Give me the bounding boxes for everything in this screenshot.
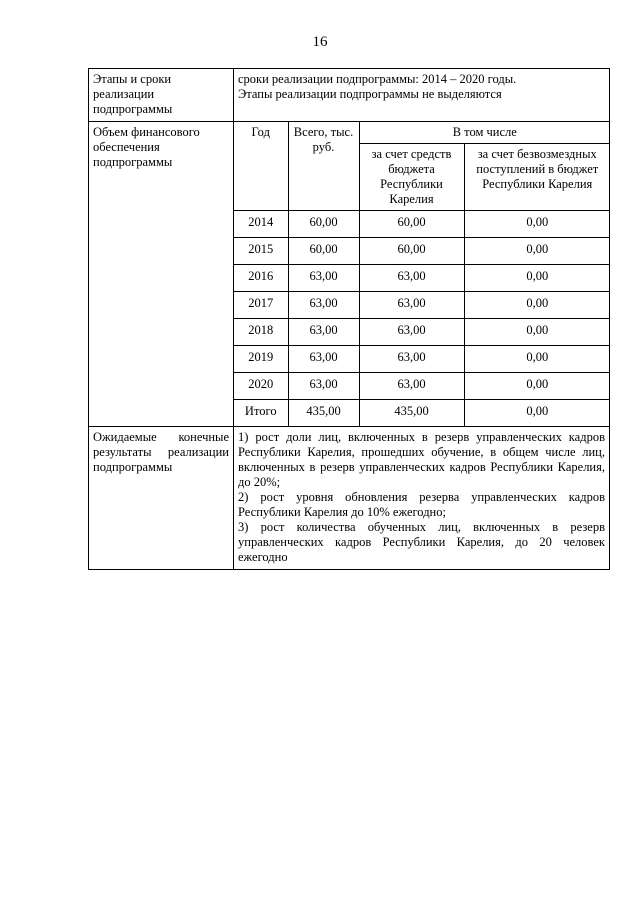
table-row <box>234 373 610 400</box>
cell-year: 2020 <box>234 373 288 400</box>
financing-content <box>234 122 610 427</box>
cell-year: 2016 <box>234 265 288 292</box>
page-number: 16 <box>312 34 328 50</box>
financing-label: Объем финансового обеспечения подпрограммы <box>89 122 234 427</box>
cell-total: 60,00 <box>288 211 359 238</box>
cell-grants: 0,00 <box>464 319 610 346</box>
stages-line-2: Этапы реализации подпрограммы не выделяются <box>238 87 502 101</box>
financing-row <box>89 122 610 427</box>
cell-year: 2018 <box>234 319 288 346</box>
result-item-2: 2) рост уровня обновления резерва управленческих кадров Республики Карелия до 10% ежегодно; <box>238 490 605 519</box>
result-item-3: 3) рост количества обученных лиц, включенных в резерв управленческих кадров Республики Карелия, до 20 человек ежегодно <box>238 520 605 564</box>
cell-year: 2014 <box>234 211 288 238</box>
cell-year: 2015 <box>234 238 288 265</box>
cell-grants: 0,00 <box>464 211 610 238</box>
table-row-total <box>234 400 610 427</box>
cell-budget: 63,00 <box>359 265 464 292</box>
cell-budget: 60,00 <box>359 238 464 265</box>
financing-header-row <box>234 122 610 144</box>
stages-label: Этапы и сроки реализации подпрограммы <box>89 69 234 122</box>
cell-total: 60,00 <box>288 238 359 265</box>
cell-budget: 63,00 <box>359 346 464 373</box>
table-row <box>234 211 610 238</box>
cell-budget: 63,00 <box>359 319 464 346</box>
stages-line-1: сроки реализации подпрограммы: 2014 – 2020 годы. <box>238 72 517 86</box>
table-row <box>234 292 610 319</box>
result-item-1: 1) рост доли лиц, включенных в резерв управленческих кадров Республики Карелия, прошедших обучение, в общем числе лиц, включенных в резерв управленческих кадров Республики Карелия, до 20%; <box>238 430 605 489</box>
cell-grants: 0,00 <box>464 346 610 373</box>
cell-total: 63,00 <box>288 292 359 319</box>
cell-total: 63,00 <box>288 319 359 346</box>
header-including: В том числе <box>359 122 610 144</box>
cell-budget: 63,00 <box>359 373 464 400</box>
cell-total: 63,00 <box>288 373 359 400</box>
table-row <box>234 346 610 373</box>
cell-grants: 0,00 <box>464 238 610 265</box>
results-content <box>234 427 610 570</box>
cell-budget: 435,00 <box>359 400 464 427</box>
stages-content <box>234 69 610 122</box>
cell-grants: 0,00 <box>464 373 610 400</box>
header-budget: за счет средств бюджета Республики Карелия <box>359 144 464 211</box>
cell-year: 2019 <box>234 346 288 373</box>
table-row <box>234 319 610 346</box>
cell-total: 63,00 <box>288 346 359 373</box>
header-year: Год <box>234 122 288 211</box>
table-row <box>234 265 610 292</box>
results-row <box>89 427 610 570</box>
cell-year: Итого <box>234 400 288 427</box>
results-label: Ожидаемые конечные результаты реализации подпрограммы <box>89 427 234 570</box>
header-total: Всего, тыс. руб. <box>288 122 359 211</box>
cell-grants: 0,00 <box>464 292 610 319</box>
cell-year: 2017 <box>234 292 288 319</box>
cell-budget: 63,00 <box>359 292 464 319</box>
header-grants: за счет безвозмездных поступлений в бюджет Республики Карелия <box>464 144 610 211</box>
passport-table <box>88 68 610 570</box>
cell-grants: 0,00 <box>464 400 610 427</box>
cell-total: 435,00 <box>288 400 359 427</box>
table-row <box>234 238 610 265</box>
cell-budget: 60,00 <box>359 211 464 238</box>
cell-grants: 0,00 <box>464 265 610 292</box>
stages-row <box>89 69 610 122</box>
financing-table <box>234 122 610 426</box>
cell-total: 63,00 <box>288 265 359 292</box>
